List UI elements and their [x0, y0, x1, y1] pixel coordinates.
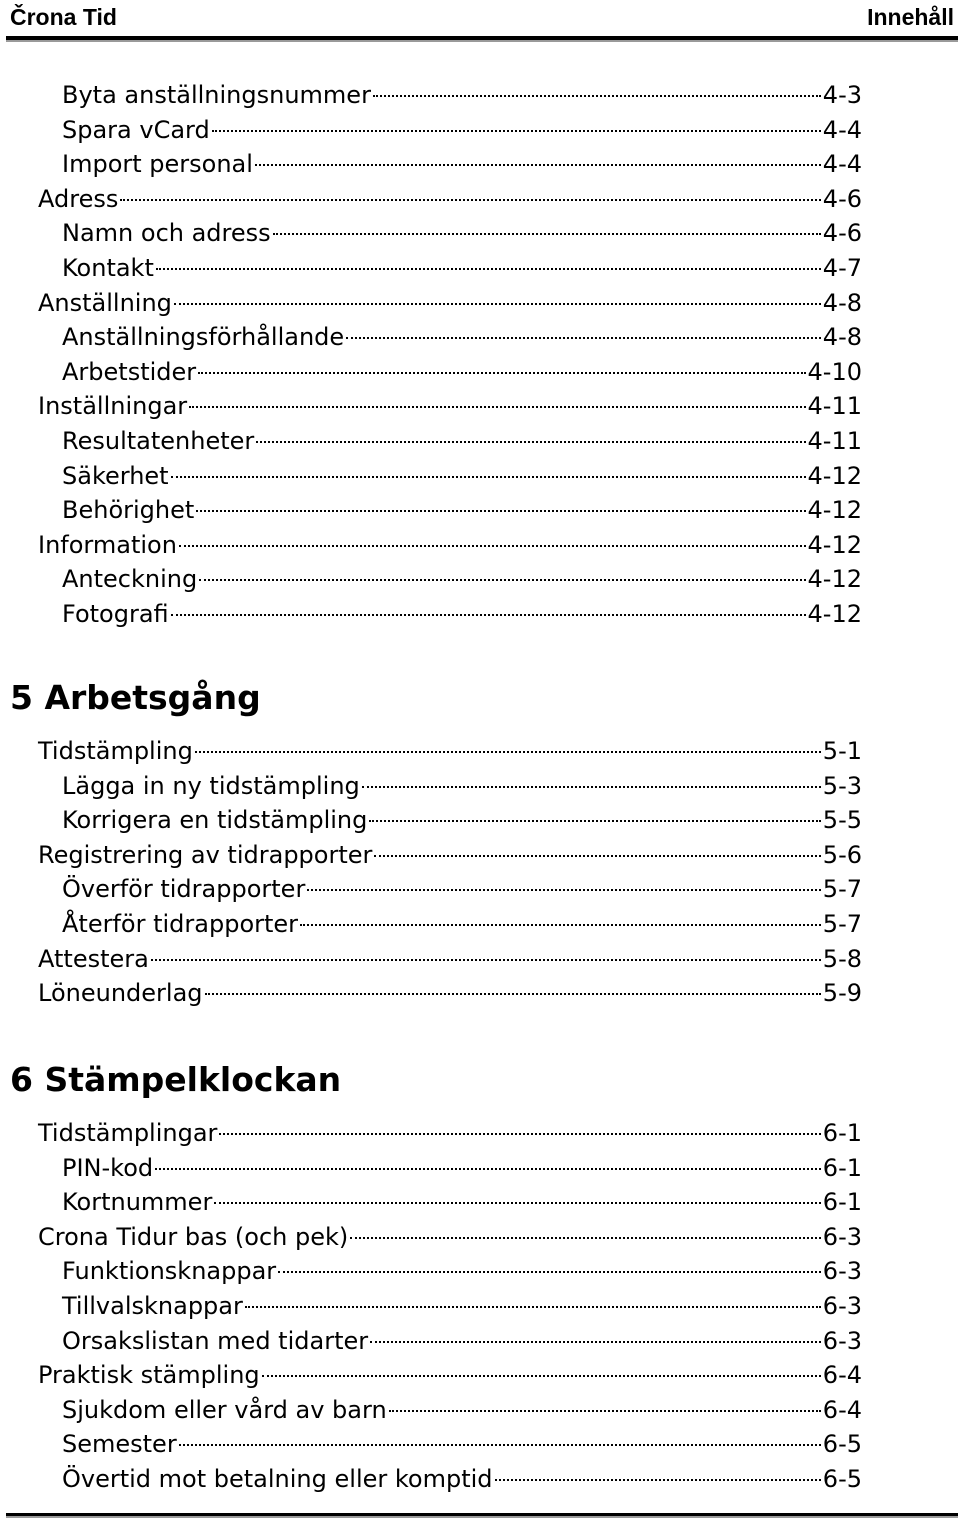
toc-leader-dots — [171, 476, 806, 478]
toc-entry[interactable] — [62, 1324, 862, 1358]
toc-entry-title: Säkerhet — [62, 461, 169, 490]
toc-entry-title: Arbetstider — [62, 357, 197, 386]
toc-leader-dots — [255, 164, 821, 166]
toc-entry-title: Anteckning — [62, 565, 198, 594]
section-title: Innehåll — [867, 4, 954, 30]
toc-leader-dots — [495, 1479, 821, 1481]
page-header — [0, 0, 960, 38]
toc-entry-page: 6-1 — [822, 1119, 862, 1147]
toc-entry-title: Kortnummer — [62, 1188, 213, 1217]
toc-entry[interactable] — [38, 1116, 862, 1150]
toc-leader-dots — [214, 1202, 820, 1204]
toc-entry-title: Anställning — [38, 288, 172, 317]
toc-entry[interactable] — [62, 907, 862, 941]
toc-leader-dots — [373, 95, 821, 97]
toc-leader-dots — [369, 820, 820, 822]
toc-entry[interactable] — [62, 459, 862, 493]
toc-entry-page: 4-12 — [807, 530, 862, 559]
toc-leader-dots — [219, 1133, 820, 1135]
toc-leader-dots — [179, 545, 806, 547]
toc-entry-title: Semester — [62, 1430, 177, 1459]
toc-entry-page: 5-9 — [822, 979, 862, 1008]
toc-entry-title: Sjukdom eller vård av barn — [62, 1395, 387, 1424]
toc-entry[interactable] — [62, 1462, 862, 1496]
chapter-heading-6: 6 Stämpelklockan — [10, 1060, 342, 1099]
toc-entry[interactable] — [62, 320, 862, 354]
toc-entry[interactable] — [38, 389, 862, 423]
toc-leader-dots — [151, 959, 821, 961]
toc-entry-page: 4-8 — [822, 323, 862, 352]
toc-entry-title: PIN-kod — [62, 1153, 154, 1182]
toc-entry-title: Byta anställningsnummer — [62, 81, 371, 109]
toc-entry-title: Crona Tidur bas (och pek) — [38, 1222, 349, 1251]
header-rule-shadow — [6, 40, 958, 42]
toc-entry-page: 4-6 — [822, 184, 862, 213]
footer-rule-shadow — [6, 1516, 958, 1518]
toc-leader-dots — [171, 614, 806, 616]
toc-entry-page: 6-5 — [822, 1465, 862, 1493]
toc-leader-dots — [196, 510, 805, 512]
toc-entry[interactable] — [62, 1427, 862, 1461]
toc-entry-page: 4-4 — [822, 150, 862, 179]
toc-entry-title: Information — [38, 530, 177, 559]
toc-entry-title: Namn och adress — [62, 219, 271, 248]
toc-entry[interactable] — [38, 734, 862, 768]
toc-entry[interactable] — [62, 147, 862, 181]
toc-entry-title: Behörighet — [62, 496, 195, 525]
toc-entry-page: 4-10 — [807, 357, 862, 386]
toc-leader-dots — [374, 855, 820, 857]
toc-leader-dots — [245, 1306, 821, 1308]
toc-entry[interactable] — [38, 528, 862, 562]
toc-leader-dots — [278, 1271, 821, 1273]
toc-entry[interactable] — [38, 976, 862, 1010]
toc-entry[interactable] — [62, 251, 862, 285]
toc-entry[interactable] — [38, 286, 862, 320]
toc-entry-title: Adress — [38, 184, 119, 213]
toc-entry-page: 6-3 — [822, 1222, 862, 1251]
toc-leader-dots — [195, 751, 821, 753]
toc-entry-page: 4-8 — [822, 288, 862, 317]
toc-leader-dots — [307, 889, 820, 891]
toc-leader-dots — [120, 199, 820, 201]
toc-entry-page: 4-12 — [807, 600, 862, 628]
toc-entry-title: Lägga in ny tidstämpling — [62, 771, 360, 800]
toc-entry-title: Registrering av tidrapporter — [38, 840, 373, 869]
toc-entry-page: 6-4 — [822, 1361, 862, 1390]
toc-entry[interactable] — [62, 216, 862, 250]
toc-entry-page: 6-1 — [822, 1153, 862, 1182]
toc-entry[interactable] — [62, 78, 862, 112]
toc-leader-dots — [300, 924, 821, 926]
toc-entry[interactable] — [38, 1220, 862, 1254]
toc-entry-title: Återför tidrapporter — [62, 910, 299, 938]
toc-entry[interactable] — [62, 1254, 862, 1288]
toc-entry-title: Inställningar — [38, 392, 188, 421]
toc-leader-dots — [350, 1237, 821, 1239]
toc-entry-page: 6-5 — [822, 1430, 862, 1459]
document-title: Črona Tid — [10, 4, 117, 30]
toc-entry[interactable] — [62, 597, 862, 631]
toc-entry-page: 6-3 — [822, 1292, 862, 1320]
toc-entry-title: Överför tidrapporter — [62, 875, 306, 904]
toc-entry-page: 6-3 — [822, 1326, 862, 1355]
toc-entry[interactable] — [62, 424, 862, 458]
toc-entry[interactable] — [62, 1185, 862, 1219]
toc-entry[interactable] — [38, 942, 862, 976]
toc-entry-title: Attestera — [38, 944, 149, 973]
toc-entry-page: 4-4 — [822, 115, 862, 144]
toc-entry-page: 6-4 — [822, 1395, 862, 1424]
toc-entry[interactable] — [62, 562, 862, 596]
toc-entry[interactable] — [62, 113, 862, 147]
toc-entry-page: 5-6 — [822, 840, 862, 869]
toc-entry-page: 5-8 — [822, 944, 862, 973]
toc-entry-page: 5-7 — [822, 875, 862, 904]
toc-entry-title: Tidstämplingar — [38, 1119, 218, 1147]
toc-leader-dots — [179, 1444, 821, 1446]
toc-entry-page: 4-12 — [807, 565, 862, 594]
toc-entry-title: Tillvalsknappar — [62, 1292, 243, 1320]
toc-leader-dots — [389, 1410, 821, 1412]
toc-entry[interactable] — [38, 1358, 862, 1392]
toc-leader-dots — [346, 337, 821, 339]
toc-leader-dots — [262, 1375, 821, 1377]
toc-entry[interactable] — [38, 182, 862, 216]
toc-entry[interactable] — [62, 1289, 862, 1323]
toc-leader-dots — [189, 406, 805, 408]
toc-entry-title: Funktionsknappar — [62, 1257, 277, 1286]
toc-entry[interactable] — [62, 872, 862, 906]
toc-entry-page: 4-12 — [807, 461, 862, 490]
toc-entry-page: 5-3 — [822, 771, 862, 800]
toc-leader-dots — [174, 303, 821, 305]
toc-entry-title: Anställningsförhållande — [62, 323, 345, 352]
toc-entry-title: Resultatenheter — [62, 427, 255, 455]
toc-leader-dots — [370, 1341, 821, 1343]
toc-entry-page: 4-3 — [822, 81, 862, 109]
toc-entry-page: 4-11 — [807, 392, 862, 421]
chapter-heading-5: 5 Arbetsgång — [10, 678, 261, 717]
toc-entry-page: 6-3 — [822, 1257, 862, 1286]
toc-entry[interactable] — [62, 493, 862, 527]
toc-entry-page: 4-6 — [822, 219, 862, 248]
toc-leader-dots — [155, 1168, 821, 1170]
toc-entry[interactable] — [62, 769, 862, 803]
toc-leader-dots — [199, 579, 805, 581]
toc-entry-title: Fotografi — [62, 600, 169, 628]
toc-leader-dots — [273, 233, 821, 235]
toc-entry-title: Löneunderlag — [38, 979, 203, 1008]
toc-entry-page: 4-12 — [807, 496, 862, 525]
toc-entry-page: 5-1 — [822, 737, 862, 765]
toc-entry-page: 5-7 — [822, 910, 862, 938]
toc-entry-title: Tidstämpling — [38, 737, 193, 765]
toc-entry[interactable] — [38, 838, 862, 872]
toc-entry[interactable] — [62, 1393, 862, 1427]
toc-entry-title: Orsakslistan med tidarter — [62, 1326, 369, 1355]
toc-leader-dots — [362, 786, 821, 788]
toc-entry-page: 6-1 — [822, 1188, 862, 1217]
toc-entry-title: Spara vCard — [62, 115, 210, 144]
toc-leader-dots — [212, 130, 821, 132]
toc-entry[interactable] — [62, 1151, 862, 1185]
toc-leader-dots — [156, 268, 821, 270]
toc-entry-title: Import personal — [62, 150, 253, 179]
toc-entry-title: Praktisk stämpling — [38, 1361, 260, 1390]
toc-entry[interactable] — [62, 803, 862, 837]
toc-entry-title: Korrigera en tidstämpling — [62, 806, 368, 835]
toc-leader-dots — [205, 993, 821, 995]
toc-entry-page: 4-11 — [807, 427, 862, 455]
toc-entry-page: 5-5 — [822, 806, 862, 835]
toc-leader-dots — [198, 372, 805, 374]
toc-entry[interactable] — [62, 355, 862, 389]
toc-entry-title: Övertid mot betalning eller komptid — [62, 1465, 493, 1493]
toc-leader-dots — [256, 441, 805, 443]
toc-entry-title: Kontakt — [62, 254, 154, 282]
toc-entry-page: 4-7 — [822, 254, 862, 282]
